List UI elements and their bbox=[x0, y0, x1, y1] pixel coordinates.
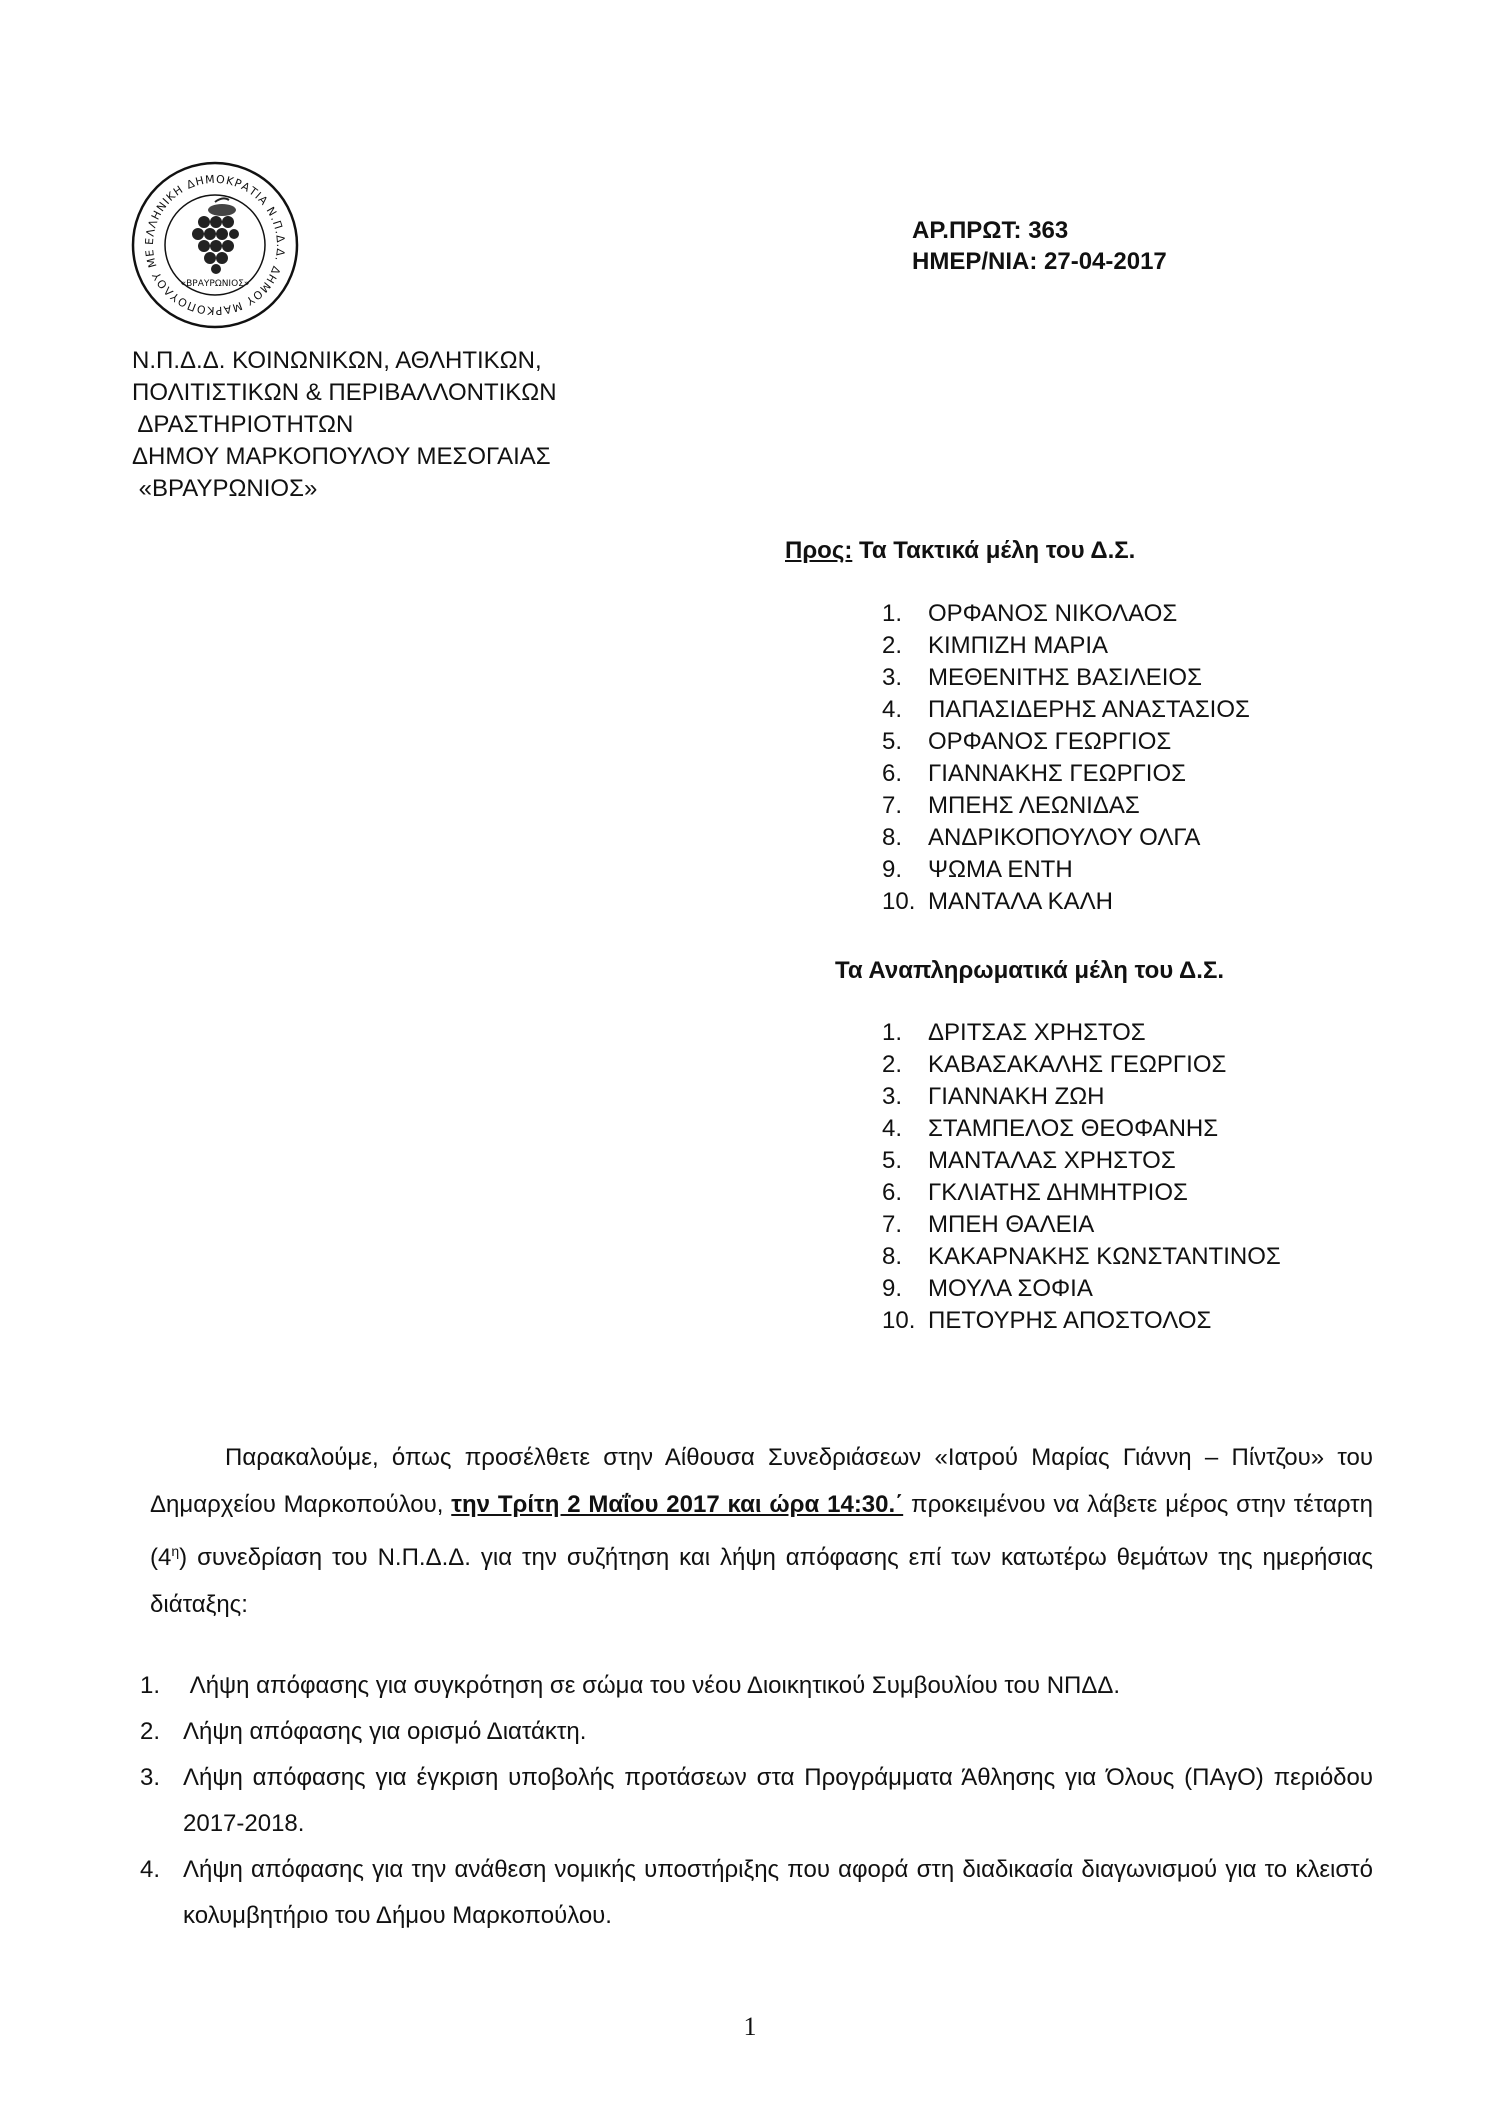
list-item: 4. ΠΑΠΑΣΙΔΕΡΗΣ ΑΝΑΣΤΑΣΙΟΣ bbox=[882, 696, 1250, 723]
organization-line: Ν.Π.Δ.Δ. ΚΟΙΝΩΝΙΚΩΝ, ΑΘΛΗΤΙΚΩΝ, bbox=[132, 347, 542, 374]
alternate-members-list bbox=[882, 1017, 1281, 1337]
list-item: 1. ΟΡΦΑΝΟΣ ΝΙΚΟΛΑΟΣ bbox=[882, 600, 1178, 627]
list-item: 3. ΜΕΘΕΝΙΤΗΣ ΒΑΣΙΛΕΙΟΣ bbox=[882, 664, 1202, 691]
page-number: 1 bbox=[743, 2012, 757, 2041]
list-item: 7. ΜΠΕΗ ΘΑΛΕΙΑ bbox=[882, 1211, 1095, 1238]
organization-line: ΔΗΜΟΥ ΜΑΡΚΟΠΟΥΛΟΥ ΜΕΣΟΓΑΙΑΣ bbox=[132, 443, 551, 470]
organization-header bbox=[132, 345, 557, 505]
list-item: 8. ΑΝΔΡΙΚΟΠΟΥΛΟΥ ΟΛΓΑ bbox=[882, 824, 1201, 851]
agenda-item: 1. Λήψη απόφασης για συγκρότηση σε σώμα του νέου Διοικητικού Συμβουλίου του ΝΠΔΔ. bbox=[140, 1672, 1121, 1699]
seal-center-text: «ΒΡΑΥΡΩΝΙΟΣ» bbox=[180, 279, 250, 289]
regular-members-list bbox=[882, 598, 1250, 918]
organization-line: ΠΟΛΙΤΙΣΤΙΚΩΝ & ΠΕΡΙΒΑΛΛΟΝΤΙΚΩΝ bbox=[132, 379, 557, 406]
to-label: Προς: bbox=[785, 537, 853, 564]
list-item: 9. ΜΟΥΛΑ ΣΟΦΙΑ bbox=[882, 1275, 1093, 1302]
list-item: 6. ΓΚΛΙΑΤΗΣ ΔΗΜΗΤΡΙΟΣ bbox=[882, 1179, 1188, 1206]
agenda-item: 3. Λήψη απόφασης για έγκριση υποβολής προτάσεων στα Προγράμματα Άθλησης για Όλους (ΠΑγΟ) περιόδου 2017-2018. bbox=[140, 1764, 1373, 1837]
list-item: 8. ΚΑΚΑΡΝΑΚΗΣ ΚΩΝΣΤΑΝΤΙΝΟΣ bbox=[882, 1243, 1281, 1270]
agenda-item: 2. Λήψη απόφασης για ορισμό Διατάκτη. bbox=[140, 1718, 587, 1745]
organization-line: «ΒΡΑΥΡΩΝΙΟΣ» bbox=[132, 475, 318, 502]
list-item: 6. ΓΙΑΝΝΑΚΗΣ ΓΕΩΡΓΙΟΣ bbox=[882, 760, 1186, 787]
list-item: 9. ΨΩΜΑ ΕΝΤΗ bbox=[882, 856, 1073, 883]
protocol-number: ΑΡ.ΠΡΩΤ: 363 bbox=[912, 217, 1069, 244]
list-item: 3. ΓΙΑΝΝΑΚΗ ΖΩΗ bbox=[882, 1083, 1105, 1110]
ordinal-superscript: η bbox=[171, 1543, 180, 1559]
list-item: 10. ΜΑΝΤΑΛΑ ΚΑΛΗ bbox=[882, 888, 1113, 915]
list-item: 4. ΣΤΑΜΠΕΛΟΣ ΘΕΟΦΑΝΗΣ bbox=[882, 1115, 1219, 1142]
agenda-list bbox=[140, 1663, 1373, 1939]
invitation-text: Παρακαλούμε, όπως προσέλθετε στην Αίθουσα Συνεδριάσεων «Ιατρού Μαρίας Γιάννη – Πίντζου» του Δημαρχείου Μαρκοπούλου, bbox=[150, 1444, 1373, 1518]
list-item: 5. ΜΑΝΤΑΛΑΣ ΧΡΗΣΤΟΣ bbox=[882, 1147, 1176, 1174]
list-item: 10. ΠΕΤΟΥΡΗΣ ΑΠΟΣΤΟΛΟΣ bbox=[882, 1307, 1212, 1334]
grape-cluster-icon bbox=[192, 198, 239, 274]
regular-members-heading bbox=[785, 537, 1135, 565]
list-item: 5. ΟΡΦΑΝΟΣ ΓΕΩΡΓΙΟΣ bbox=[882, 728, 1172, 755]
list-item: 1. ΔΡΙΤΣΑΣ ΧΡΗΣΤΟΣ bbox=[882, 1019, 1146, 1046]
organization-line: ΔΡΑΣΤΗΡΙΟΤΗΤΩΝ bbox=[132, 411, 354, 438]
regular-heading-text: Τα Τακτικά μέλη του Δ.Σ. bbox=[858, 537, 1136, 564]
invitation-text: ) συνεδρίαση του Ν.Π.Δ.Δ. για την συζήτηση και λήψη απόφασης επί των κατωτέρω θεμάτων της ημερήσιας διάταξης: bbox=[150, 1544, 1373, 1618]
list-item: 7. ΜΠΕΗΣ ΛΕΩΝΙΔΑΣ bbox=[882, 792, 1140, 819]
seal-logo bbox=[130, 160, 300, 330]
alternate-members-heading: Τα Αναπληρωματικά μέλη του Δ.Σ. bbox=[835, 957, 1225, 984]
seal-ring-text: ΕΛΛΗΝΙΚΗ ΔΗΜΟΚΡΑΤΙΑ Ν.Π.Δ.Δ. ΔΗΜΟΥ ΜΑΡΚΟΠΟΥΛΟΥ ΜΕ bbox=[142, 172, 288, 318]
invitation-paragraph bbox=[150, 1434, 1373, 1628]
invitation-text: προκειμένου να λάβετε μέρος στην τέταρτη (4 bbox=[150, 1491, 1373, 1571]
agenda-item: 4. Λήψη απόφασης για την ανάθεση νομικής υποστήριξης που αφορά στη διαδικασία διαγωνισμού για το κλειστό κολυμβητήριο του Δήμου Μαρκοπούλου. bbox=[140, 1856, 1373, 1929]
list-item: 2. ΚΙΜΠΙΖΗ ΜΑΡΙΑ bbox=[882, 632, 1109, 659]
document-date: ΗΜΕΡ/ΝΙΑ: 27-04-2017 bbox=[912, 248, 1167, 275]
list-item: 2. ΚΑΒΑΣΑΚΑΛΗΣ ΓΕΩΡΓΙΟΣ bbox=[882, 1051, 1227, 1078]
meeting-datetime: την Τρίτη 2 Μαΐου 2017 και ώρα 14:30.΄ bbox=[451, 1491, 904, 1518]
